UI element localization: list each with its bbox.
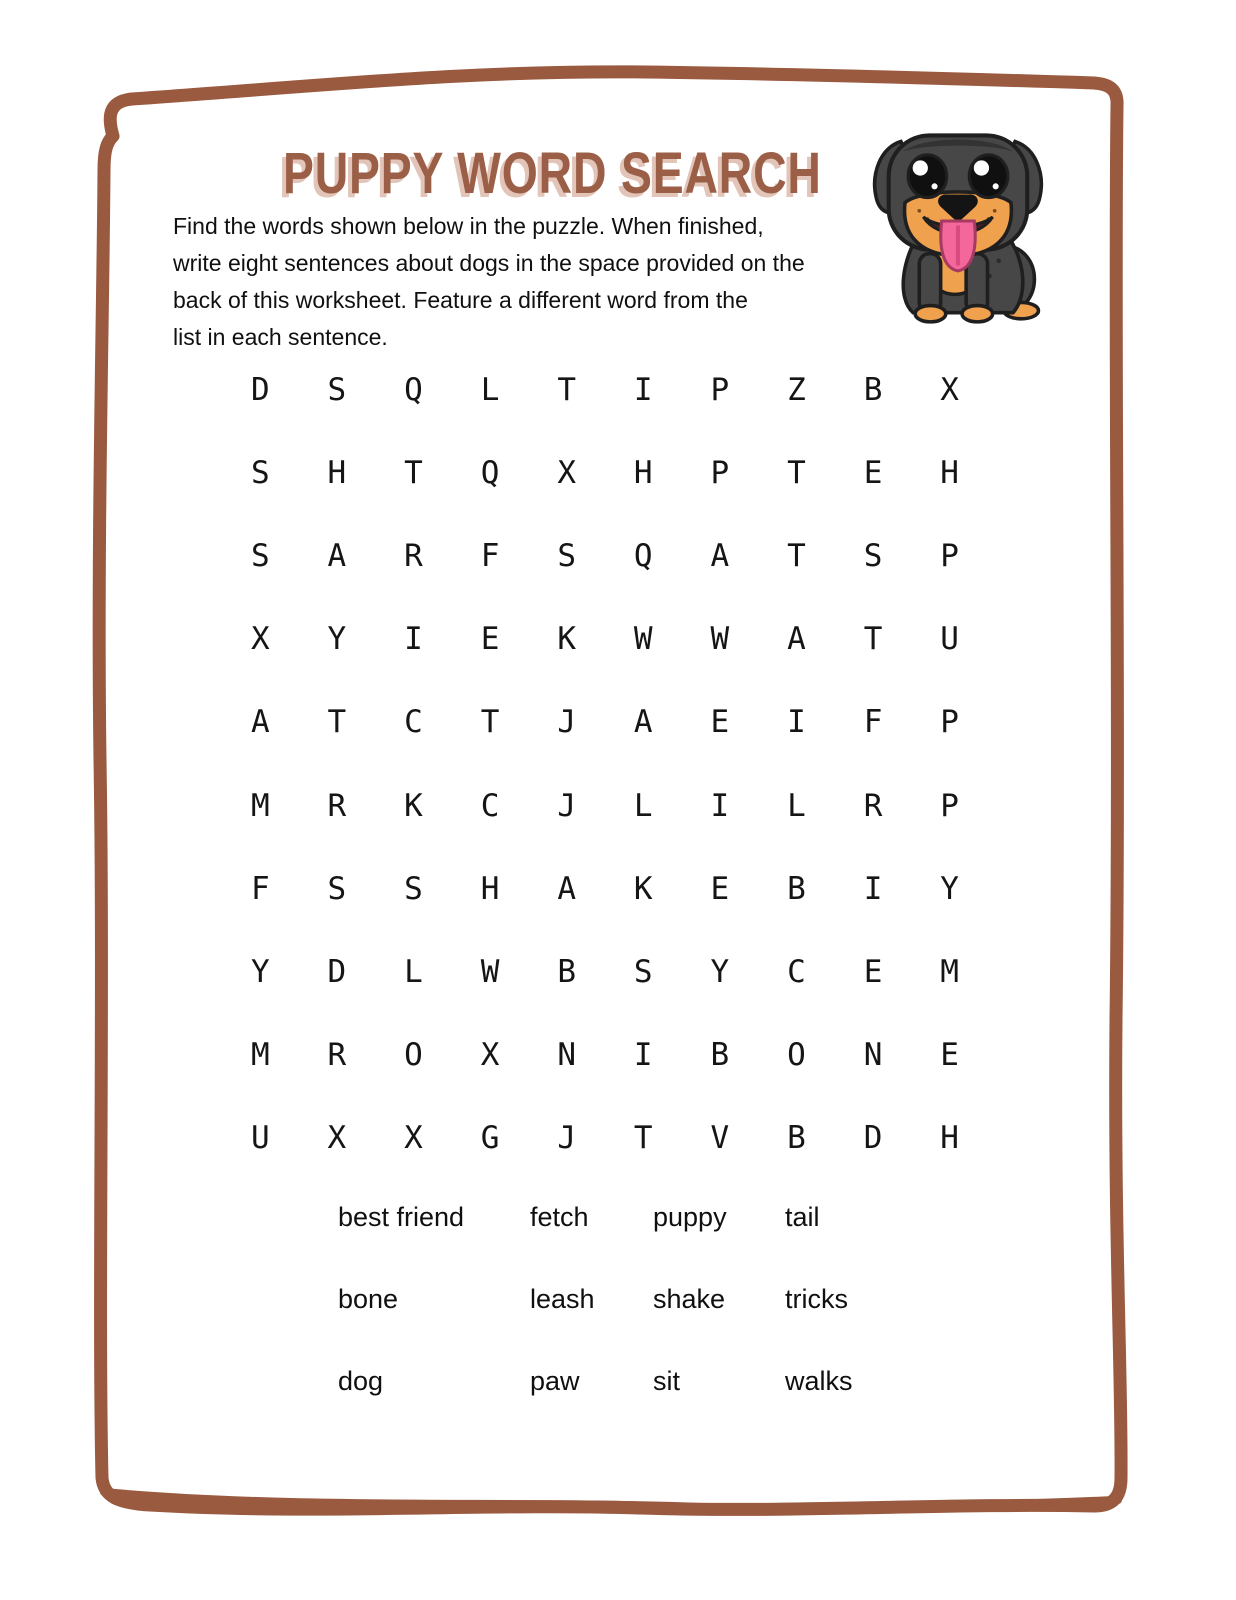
grid-letter: S — [863, 537, 883, 574]
grid-letter: E — [710, 704, 730, 741]
grid-letter: S — [557, 537, 576, 574]
grid-letter: D — [863, 1120, 883, 1157]
grid-letter: R — [327, 787, 347, 824]
grid-letter: R — [404, 537, 423, 574]
grid-letter: E — [863, 454, 883, 491]
grid-letter: Q — [633, 537, 653, 574]
grid-letter: L — [404, 953, 423, 990]
grid-letter: L — [633, 787, 653, 824]
grid-letter: F — [250, 870, 270, 907]
grid-letter: A — [557, 870, 576, 907]
grid-letter: C — [404, 704, 423, 741]
grid-letter: P — [940, 704, 959, 741]
grid-letter: Q — [480, 454, 500, 491]
grid-letter: F — [480, 537, 500, 574]
grid-letter: T — [480, 704, 500, 741]
page-title: PUPPY WORD SEARCH — [283, 141, 822, 206]
grid-letter: M — [940, 953, 959, 990]
word-list-item: puppy — [653, 1202, 727, 1232]
grid-letter: E — [863, 953, 883, 990]
grid-letter: I — [710, 787, 730, 824]
word-list — [338, 1202, 915, 1448]
grid-letter: Q — [404, 371, 423, 408]
grid-letter: E — [480, 621, 500, 658]
grid-letter: N — [863, 1037, 883, 1074]
instructions-text: Find the words shown below in the puzzle. When finished, write eight sentences about dogs in the space provided on the back of this worksheet. Feature a different word from the list in each sentence. — [173, 213, 805, 350]
grid-letter: X — [940, 371, 959, 408]
word-list-item: sit — [653, 1366, 680, 1396]
grid-letter: F — [863, 704, 883, 741]
grid-letter: A — [710, 537, 730, 574]
grid-letter: E — [940, 1037, 959, 1074]
grid-letter: A — [787, 621, 806, 658]
grid-letter: D — [327, 953, 347, 990]
grid-letter: K — [404, 787, 423, 824]
grid-letter: K — [557, 621, 576, 658]
grid-letter: X — [557, 454, 576, 491]
grid-letter: U — [250, 1120, 270, 1157]
grid-letter: I — [633, 371, 653, 408]
grid-letter: T — [787, 537, 806, 574]
grid-letter: S — [250, 454, 270, 491]
grid-letter: M — [250, 1037, 270, 1074]
grid-letter: J — [557, 787, 576, 824]
grid-letter: T — [327, 704, 347, 741]
grid-letter: E — [710, 870, 730, 907]
grid-letter: V — [710, 1120, 730, 1157]
grid-letter: K — [633, 870, 653, 907]
grid-letter: H — [940, 1120, 959, 1157]
grid-letter: C — [787, 953, 806, 990]
puppy-tongue — [941, 221, 976, 271]
word-list-item: tail — [785, 1202, 820, 1232]
word-list-item: best friend — [338, 1202, 465, 1232]
grid-letter: P — [710, 454, 730, 491]
grid-letter: A — [250, 704, 270, 741]
word-list-item: shake — [653, 1284, 726, 1314]
grid-letter: X — [327, 1120, 347, 1157]
puppy-eye-right — [969, 155, 1008, 198]
grid-letter: S — [327, 870, 347, 907]
word-list-item: fetch — [530, 1202, 589, 1232]
grid-letter: R — [327, 1037, 347, 1074]
grid-letter: W — [633, 621, 653, 658]
grid-letter: B — [557, 953, 576, 990]
puppy-front-paw — [915, 306, 946, 322]
grid-letter: D — [250, 371, 270, 408]
grid-letter: G — [480, 1120, 500, 1157]
grid-letter: X — [480, 1037, 500, 1074]
grid-letter: S — [250, 537, 270, 574]
grid-letter: H — [480, 870, 500, 907]
grid-letter: M — [250, 787, 270, 824]
word-list-item: leash — [530, 1284, 595, 1314]
grid-letter: B — [710, 1037, 730, 1074]
puppy-eye-left — [908, 155, 947, 198]
grid-letter: T — [633, 1120, 653, 1157]
grid-letter: P — [940, 537, 959, 574]
grid-letter: Z — [787, 371, 806, 408]
puppy-illustration — [852, 112, 1066, 330]
grid-letter: H — [327, 454, 347, 491]
grid-letter: Y — [250, 953, 270, 990]
grid-letter: T — [863, 621, 883, 658]
word-list-item: walks — [785, 1366, 853, 1396]
grid-letter: O — [787, 1037, 806, 1074]
grid-letter: X — [404, 1120, 423, 1157]
grid-letter: A — [327, 537, 347, 574]
grid-letter: X — [250, 621, 270, 658]
grid-letter: W — [710, 621, 730, 658]
word-list-item: bone — [338, 1284, 399, 1314]
grid-letter: P — [710, 371, 730, 408]
grid-letter: B — [787, 870, 806, 907]
grid-letter: T — [787, 454, 806, 491]
grid-letter: U — [940, 621, 959, 658]
grid-letter: J — [557, 704, 576, 741]
puppy-front-paw — [962, 306, 993, 322]
word-list-item: tricks — [785, 1284, 848, 1314]
grid-letter: I — [787, 704, 806, 741]
grid-letter: Y — [710, 953, 730, 990]
grid-letter: S — [404, 870, 423, 907]
grid-letter: Y — [940, 870, 959, 907]
grid-letter: I — [863, 870, 883, 907]
grid-letter: T — [557, 371, 576, 408]
grid-letter: H — [940, 454, 959, 491]
grid-letter: L — [480, 371, 500, 408]
word-list-item: dog — [338, 1366, 384, 1396]
grid-letter: H — [633, 454, 653, 491]
grid-letter: Y — [327, 621, 347, 658]
grid-letter: S — [633, 953, 653, 990]
grid-letter: T — [404, 454, 423, 491]
grid-letter: N — [557, 1037, 576, 1074]
grid-letter: R — [863, 787, 883, 824]
grid-letter: I — [404, 621, 423, 658]
grid-letter: B — [787, 1120, 806, 1157]
grid-letter: J — [557, 1120, 576, 1157]
grid-letter: W — [480, 953, 500, 990]
grid-letter: L — [787, 787, 806, 824]
grid-letter: C — [480, 787, 500, 824]
grid-letter: P — [940, 787, 959, 824]
grid-letter: O — [404, 1037, 423, 1074]
grid-letter: A — [633, 704, 653, 741]
grid-letter: B — [863, 371, 883, 408]
word-search-grid — [222, 348, 988, 1180]
grid-letter: I — [633, 1037, 653, 1074]
grid-letter: S — [327, 371, 347, 408]
word-list-item: paw — [530, 1366, 580, 1396]
